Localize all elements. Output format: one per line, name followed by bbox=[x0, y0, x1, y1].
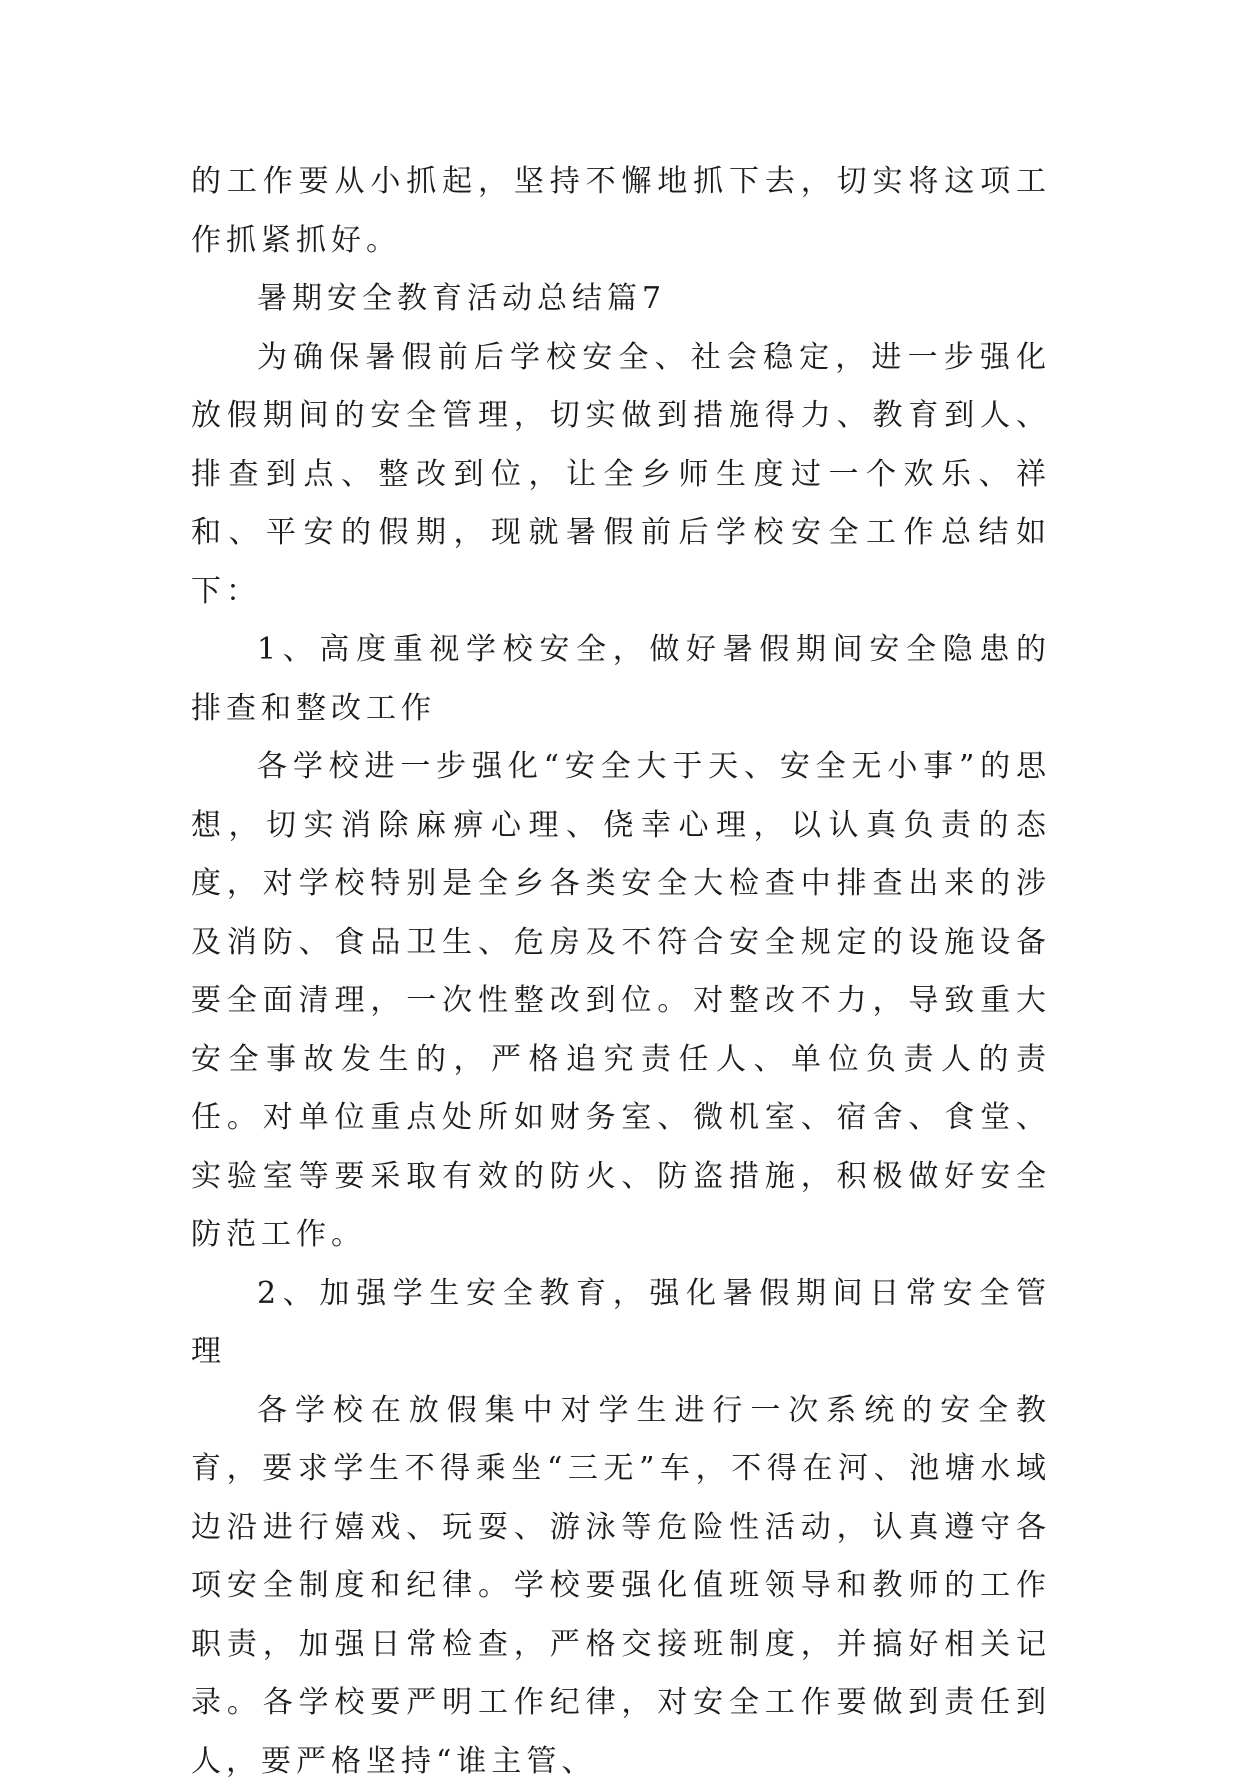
paragraph-continuation: 的工作要从小抓起，坚持不懈地抓下去，切实将这项工作抓紧抓好。 bbox=[191, 153, 1051, 270]
paragraph-intro: 为确保暑假前后学校安全、社会稳定，进一步强化放假期间的安全管理，切实做到措施得力、教育到人、排查到点、整改到位，让全乡师生度过一个欢乐、祥和、平安的假期，现就暑假前后学校安全工作总结如下： bbox=[191, 329, 1051, 622]
paragraph-body-1: 各学校进一步强化“安全大于天、安全无小事”的思想，切实消除麻痹心理、侥幸心理，以认真负责的态度，对学校特别是全乡各类安全大检查中排查出来的涉及消防、食品卫生、危房及不符合安全规定的设施设备要全面清理，一次性整改到位。对整改不力，导致重大安全事故发生的，严格追究责任人、单位负责人的责任。对单位重点处所如财务室、微机室、宿舍、食堂、实验室等要采取有效的防火、防盗措施，积极做好安全防范工作。 bbox=[191, 738, 1051, 1265]
paragraph-body-2: 各学校在放假集中对学生进行一次系统的安全教育，要求学生不得乘坐“三无”车，不得在河、池塘水域边沿进行嬉戏、玩耍、游泳等危险性活动，认真遵守各项安全制度和纪律。学校要强化值班领导和教师的工作职责，加强日常检查，严格交接班制度，并搞好相关记录。各学校要严明工作纪律，对安全工作要做到责任到人，要严格坚持“谁主管、 bbox=[191, 1382, 1051, 1791]
heading-item-2: 2、加强学生安全教育，强化暑假期间日常安全管理 bbox=[191, 1265, 1051, 1382]
document-body bbox=[191, 153, 1051, 1791]
heading-item-1: 1、高度重视学校安全，做好暑假期间安全隐患的排查和整改工作 bbox=[191, 621, 1051, 738]
section-title: 暑期安全教育活动总结篇7 bbox=[191, 270, 1051, 329]
